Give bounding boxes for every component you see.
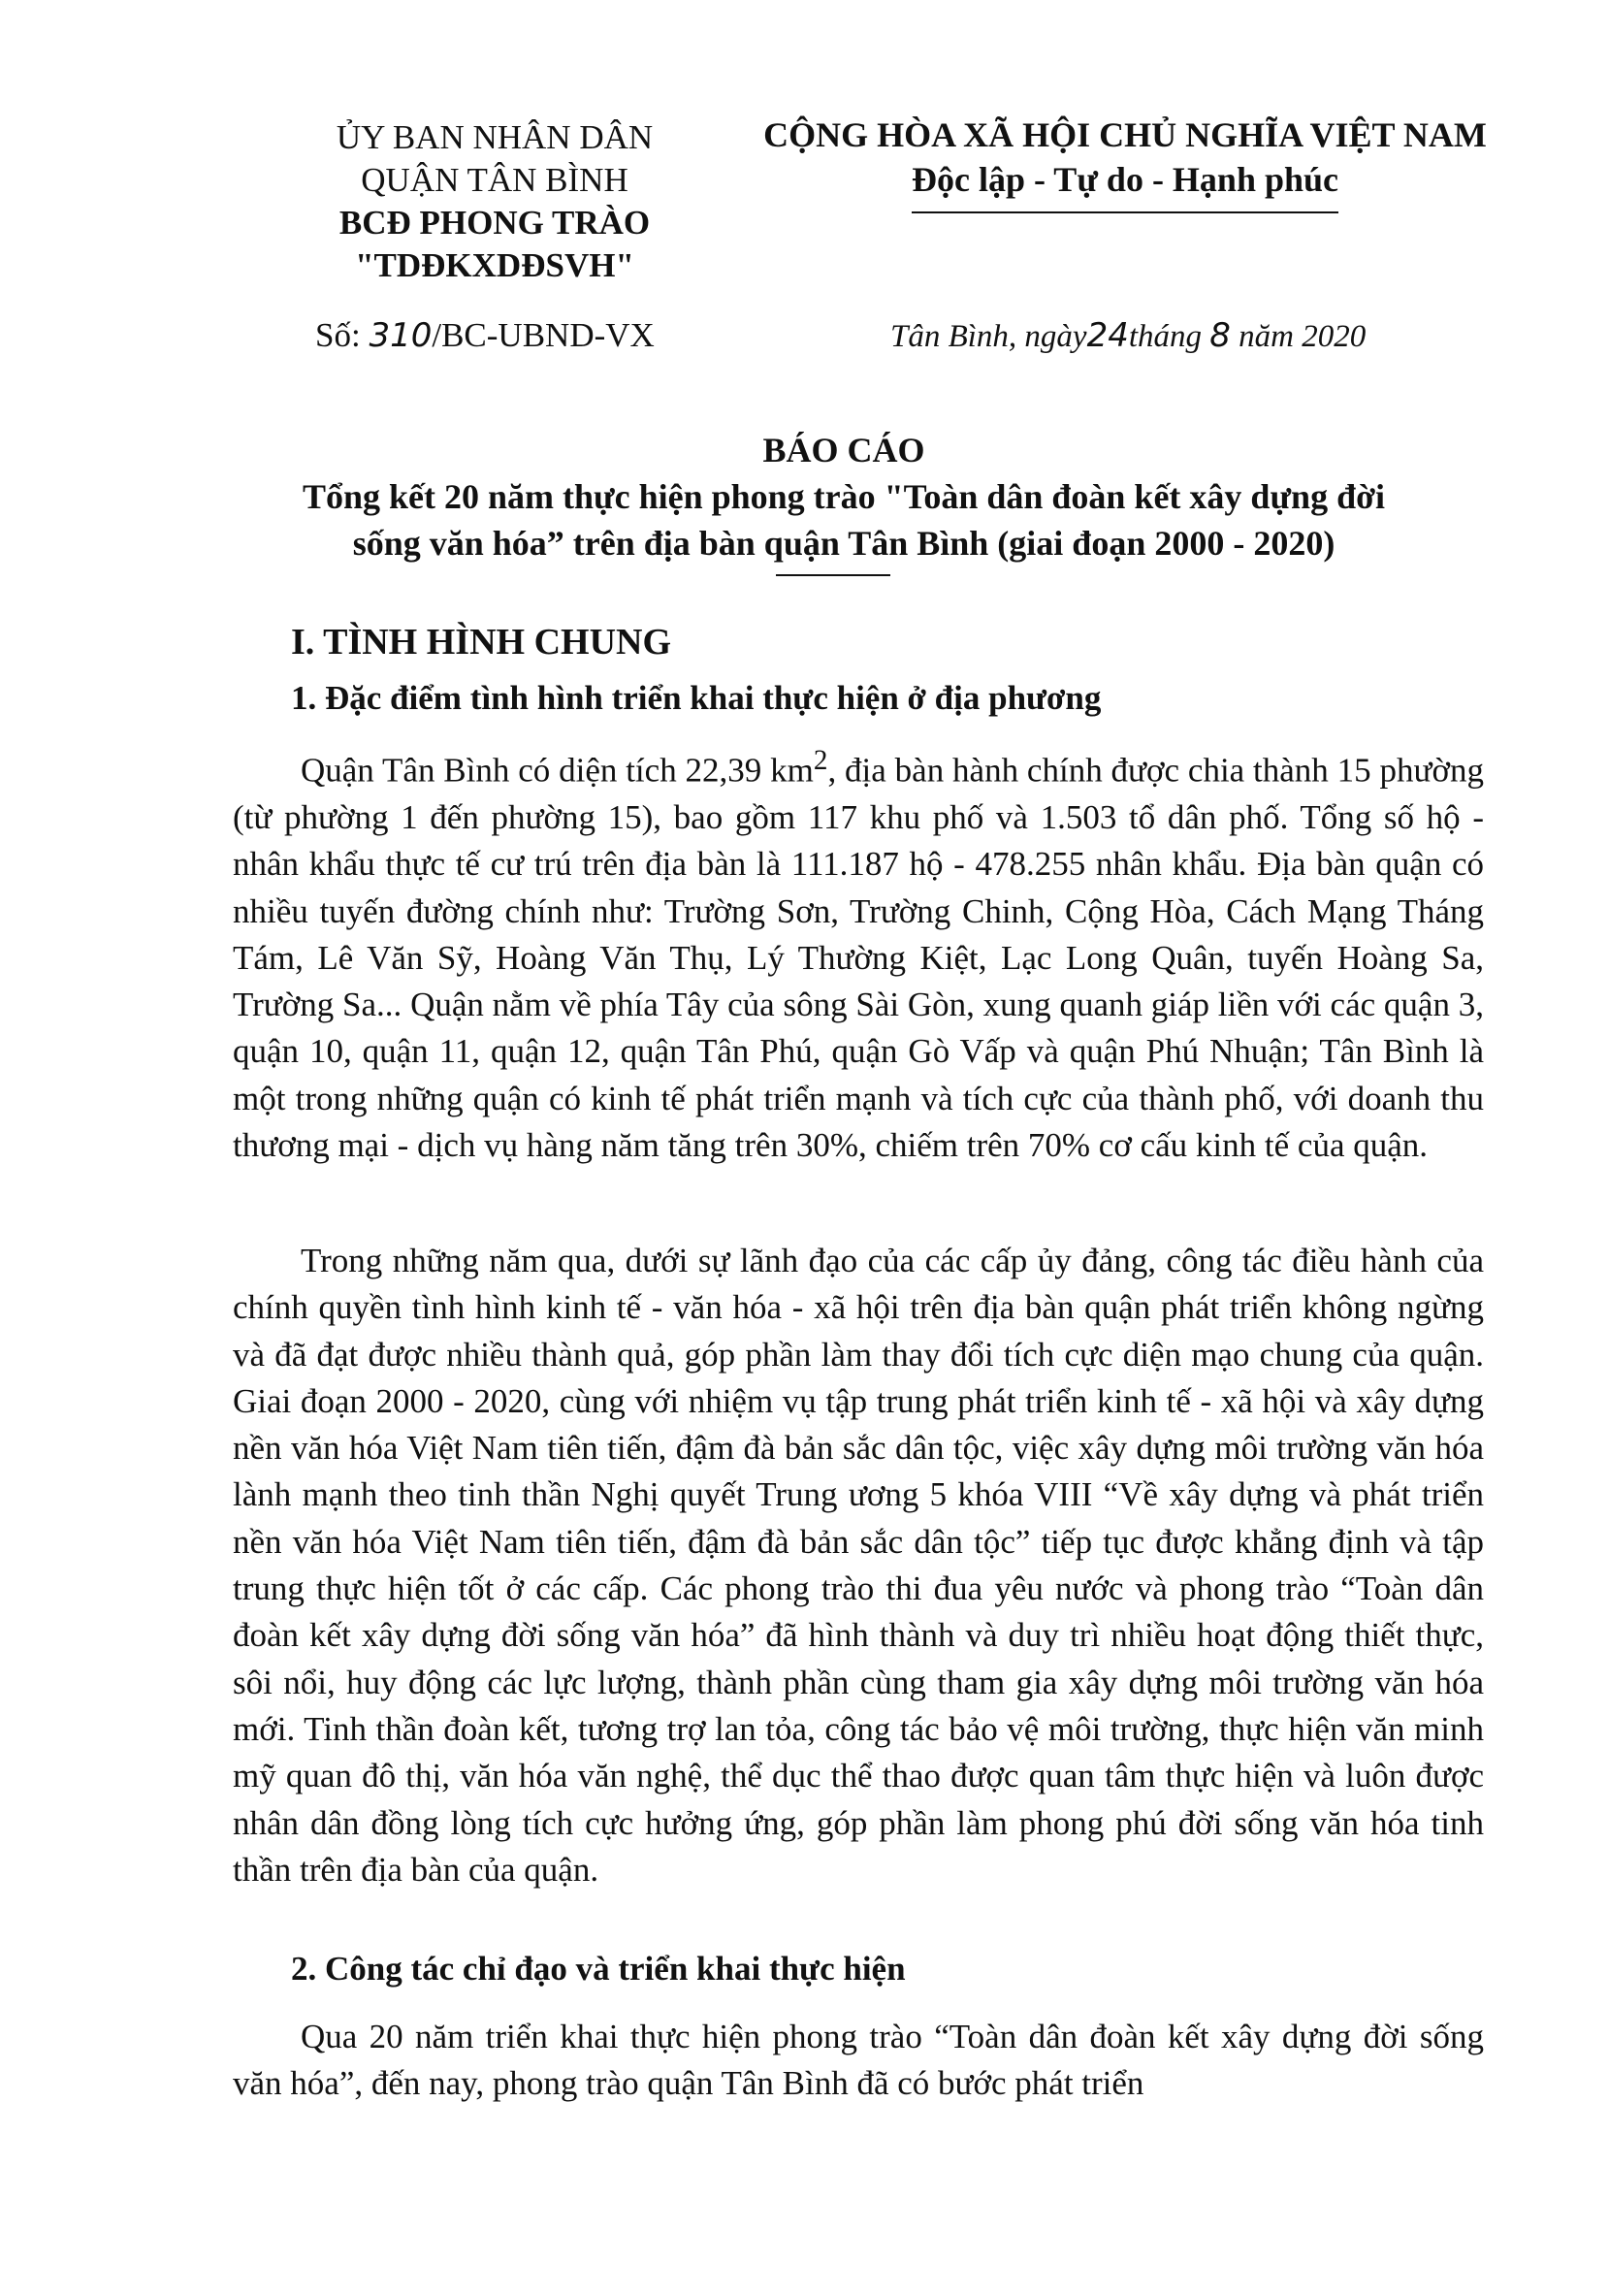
report-type: BÁO CÁO [762,431,925,469]
issuing-agency-block [281,116,708,287]
header-divider [912,211,1338,213]
date-day: 24 [1086,316,1129,355]
paragraph-1 [233,737,1484,1169]
doc-number-prefix: Số: [315,316,370,354]
date-place: Tân Bình, ngày [890,319,1087,354]
agency-line-1: ỦY BAN NHÂN DÂN [336,118,654,156]
agency-line-3: BCĐ PHONG TRÀO [338,204,651,242]
national-header-block [756,113,1494,202]
date-month: 8 [1209,316,1231,355]
document-number [315,316,655,355]
area-superscript: 2 [813,745,828,776]
subsection-heading-1: 1. Đặc điểm tình hình triển khai thực hiện ở địa phương [291,679,1102,717]
title-divider [776,574,890,576]
subsection-heading-2: 2. Công tác chỉ đạo và triển khai thực hiện [291,1950,906,1988]
national-motto: Độc lập - Tự do - Hạnh phúc [911,160,1339,199]
paragraph-1-part-b: , địa bàn hành chính được chia thành 15 phường (từ phường 1 đến phường 15), bao gồm 117 khu phố và 1.503 tổ dân phố. Tổng số hộ - nhân khẩu thực tế cư trú trên địa bàn là 111.187 hộ - 478.255 nhân khẩu. Địa bàn quận có nhiều tuyến đường chính như: Trường Sơn, Trường Chinh, Cộng Hòa, Cách Mạng Tháng Tám, Lê Văn Sỹ, Hoàng Văn Thụ, Lý Thường Kiệt, Lạc Long Quân, tuyến Hoàng Sa, Trường Sa... Quận nằm về phía Tây của sông Sài Gòn, xung quanh giáp liền với các quận 3, quận 10, quận 11, quận 12, quận Tân Phú, quận Gò Vấp và quận Phú Nhuận; Tân Bình là một trong những quận có kinh tế phát triển mạnh và tích cực của thành phố, với doanh thu thương mại - dịch vụ hàng năm tăng trên 30%, chiếm trên 70% cơ cấu kinh tế của quận. [233,751,1484,1165]
section-heading: I. TÌNH HÌNH CHUNG [291,622,672,663]
doc-number-suffix: /BC-UBND-VX [432,316,655,354]
agency-line-2: QUẬN TÂN BÌNH [361,161,628,199]
paragraph-2: Trong những năm qua, dưới sự lãnh đạo của các cấp ủy đảng, công tác điều hành của chính quyền tình hình kinh tế - văn hóa - xã hội trên địa bàn quận phát triển không ngừng và đã đạt được nhiều thành quả, góp phần làm thay đổi tích cực diện mạo chung của quận. Giai đoạn 2000 - 2020, cùng với nhiệm vụ tập trung phát triển kinh tế - xã hội và xây dựng nền văn hóa Việt Nam tiên tiến, đậm đà bản sắc dân tộc, việc xây dựng môi trường văn hóa lành mạnh theo tinh thần Nghị quyết Trung ương 5 khóa VIII “Về xây dựng và phát triển nền văn hóa Việt Nam tiên tiến, đậm đà bản sắc dân tộc” tiếp tục được khẳng định và tập trung thực hiện tốt ở các cấp. Các phong trào thi đua yêu nước và phong trào “Toàn dân đoàn kết xây dựng đời sống văn hóa” đã hình thành và duy trì nhiều hoạt động thiết thực, sôi nổi, huy động các lực lượng, thành phần cùng tham gia xây dựng môi trường văn hóa mới. Tinh thần đoàn kết, tương trợ lan tỏa, công tác bảo vệ môi trường, thực hiện văn minh mỹ quan đô thị, văn hóa văn nghệ, thể dục thể thao được quan tâm thực hiện và luôn được nhân dân đồng lòng tích cực hưởng ứng, góp phần làm phong phú đời sống văn hóa tinh thần trên địa bàn của quận. [233,1242,1484,1889]
date-year: năm 2020 [1239,319,1367,354]
paragraph-1-part-a: Quận Tân Bình có diện tích 22,39 km [301,751,814,790]
date-line [890,316,1366,355]
agency-line-4: "TDĐKXDĐSVH" [355,246,634,284]
report-subject: Tổng kết 20 năm thực hiện phong trào "Toàn dân đoàn kết xây dựng đời sống văn hóa” trên địa bàn quận Tân Bình (giai đoạn 2000 - 2020) [302,477,1386,563]
national-title: CỘNG HÒA XÃ HỘI CHỦ NGHĨA VIỆT NAM [763,115,1487,154]
report-title [291,427,1397,566]
doc-number-handwritten: 310 [369,316,433,355]
date-month-label: tháng [1128,319,1203,354]
paragraph-3: Qua 20 năm triển khai thực hiện phong trào “Toàn dân đoàn kết xây dựng đời sống văn hóa”, đến nay, phong trào quận Tân Bình đã có bước phát triển [233,2018,1484,2103]
